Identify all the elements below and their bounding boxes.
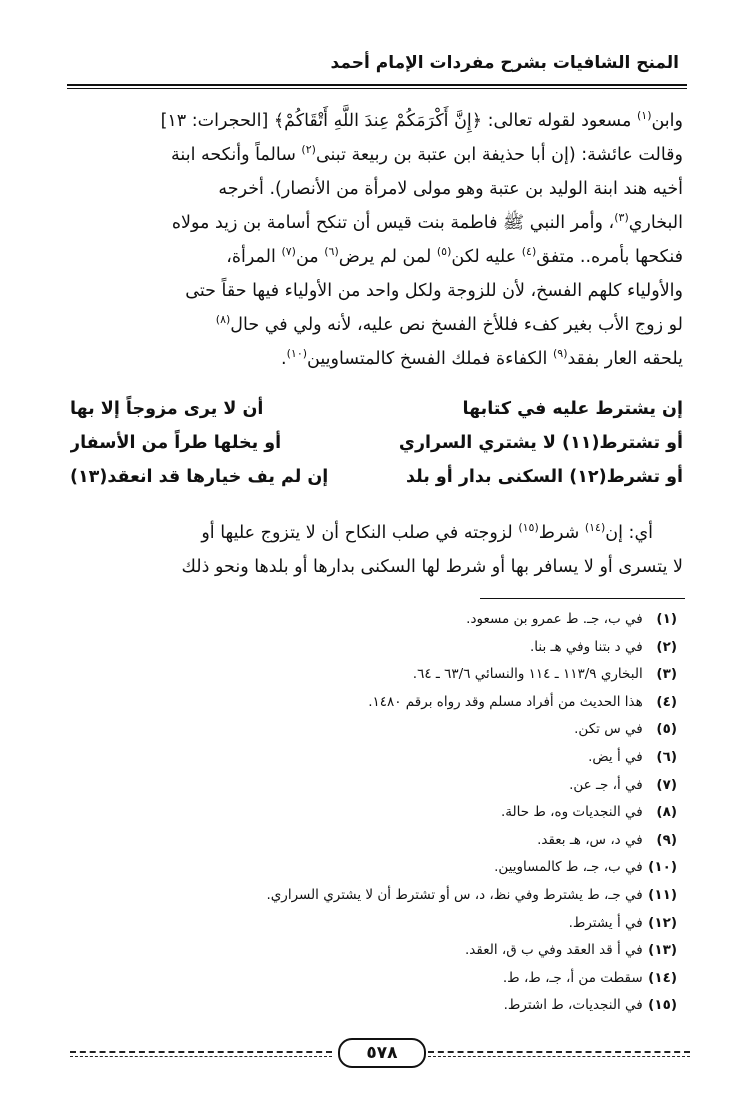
footer-ornament-left-thin — [70, 1056, 332, 1057]
footnote — [77, 882, 677, 910]
text-line: لو زوج الأب بغير كفء فللأخ الفسخ نص عليه، لأنه ولي في حال$^{(٨)}$ — [215, 313, 683, 335]
footnote — [77, 661, 677, 689]
footnote — [77, 910, 677, 938]
footnote-number: (٢) — [656, 638, 677, 655]
footnote-ref: (٢) — [301, 143, 316, 157]
footnote-number: (٩) — [656, 831, 677, 848]
footnote-ref: (١٠) — [286, 347, 308, 361]
footnote — [77, 965, 677, 993]
footnote — [77, 799, 677, 827]
commentary — [70, 516, 683, 584]
text-line: والأولياء كلهم الفسخ، لأن للزوجة ولكل واحد من الأولياء فيها حقاً حتى — [185, 281, 683, 301]
verse-first-hemistich: إن يشترط عليه في كتابها — [462, 399, 683, 419]
footnote-text: في النجديات وه، ط حالة. — [500, 804, 643, 821]
footnote-text: في أ يض. — [588, 748, 643, 765]
footnote-text: في أ قد العقد وفي ب ق، العقد. — [465, 942, 643, 959]
footnote — [77, 716, 677, 744]
footnote-ref: (٥) — [436, 245, 452, 259]
commentary-line: أي: إن$^{(١٤)}$ شرط$^{(١٥)}$ لزوجته في صلب النكاح أن لا يتزوج عليها أو — [201, 521, 653, 543]
poem-verse — [70, 426, 683, 460]
footnote-text: في أ يشترط. — [568, 914, 643, 931]
footnotes — [77, 606, 677, 1020]
verse-first-hemistich: أو تشرط(١٢) السكنى بدار أو بلد — [405, 467, 683, 487]
footer-ornament-right — [428, 1051, 690, 1053]
text-line: يلحقه العار بفقد$^{(٩)}$ الكفاءة فملك الفسخ كالمتساويين$^{(١٠)}$. — [281, 347, 683, 369]
running-header: المنح الشافيات بشرح مفردات الإمام أحمد — [330, 53, 679, 73]
footnote-number: (٦) — [656, 748, 677, 765]
footnote-number: (٥) — [656, 721, 677, 738]
footnote-ref: (٨) — [215, 313, 231, 327]
footnote — [77, 689, 677, 717]
footnote — [77, 634, 677, 662]
header-rule — [67, 84, 687, 86]
footer-ornament-left — [70, 1051, 332, 1053]
footnote — [77, 744, 677, 772]
verse-second-hemistich: أو يخلها طراً من الأسفار — [70, 433, 282, 453]
header-rule-thin — [67, 88, 687, 89]
footnote-text: البخاري ١١٣/٩ ـ ١١٤ والنسائي ٦٣/٦ ـ ٦٤. — [412, 666, 643, 683]
poem-verse — [70, 460, 683, 494]
footnote-separator — [480, 598, 685, 599]
footnote-text: سقطت من أ، جـ، ط، ط. — [502, 969, 643, 986]
footnote — [77, 606, 677, 634]
footnote-text: في جـ، ط يشترط وفي نظ، د، س أو تشترط أن لا يشتري السراري. — [266, 886, 643, 903]
verse-second-hemistich: إن لم يف خيارها قد انعقد(١٣) — [70, 467, 329, 487]
text-line: أخيه هند ابنة الوليد بن عتبة وهو مولى لامرأة من الأنصار). أخرجه — [218, 179, 683, 199]
poem-verses — [70, 392, 683, 494]
footnote — [77, 937, 677, 965]
main-text — [70, 104, 683, 376]
footnote — [77, 827, 677, 855]
text-line: فنكحها بأمره.. متفق$^{(٤)}$ عليه لكن$^{(٥)}$ لمن لم يرض$^{(٦)}$ من$^{(٧)}$ المرأة، — [226, 245, 683, 267]
footnote — [77, 854, 677, 882]
footnote-number: (١٣) — [648, 942, 677, 959]
footnote-number: (١١) — [648, 886, 677, 903]
footnote — [77, 772, 677, 800]
text-line: وقالت عائشة: (إن أبا حذيفة ابن عتبة بن ربيعة تبنى$^{(٢)}$ سالماً وأنكحه ابنة — [171, 143, 683, 165]
footnote-number: (٨) — [656, 804, 677, 821]
footnote-number: (١٥) — [648, 997, 677, 1014]
footnote-ref: (٦) — [324, 245, 339, 259]
footnote-text: هذا الحديث من أفراد مسلم وقد رواه برقم ١٤٨٠. — [368, 693, 643, 710]
footnote-text: في أ، جـ عن. — [569, 776, 643, 793]
page-footer — [70, 1038, 690, 1066]
footnote-ref: (٤) — [521, 245, 537, 259]
footnote-ref: (٣) — [614, 211, 629, 225]
verse-first-hemistich: أو تشترط(١١) لا يشتري السراري — [398, 433, 683, 453]
footnote-ref: (١٥) — [518, 521, 539, 535]
footnote — [77, 992, 677, 1020]
footnote-ref: (١) — [636, 109, 652, 123]
footnote-text: في ب، جـ. ط عمرو بن مسعود. — [466, 611, 643, 627]
footnote-ref: (١٤) — [584, 521, 606, 535]
footnote-ref: (٩) — [552, 347, 568, 361]
poem-verse — [70, 392, 683, 426]
footnote-text: في النجديات، ط اشترط. — [503, 997, 643, 1014]
footnote-text: في د بتنا وفي هـ بنا. — [529, 638, 643, 655]
footnote-number: (٧) — [656, 776, 677, 793]
footnote-number: (١) — [656, 611, 677, 627]
footer-ornament-right-thin — [428, 1056, 690, 1057]
footnote-number: (١٤) — [648, 969, 677, 986]
footnote-text: في د، س، هـ بعقد. — [537, 831, 643, 848]
quran-verse: ﴿إِنَّ أَكْرَمَكُمْ عِندَ اللَّهِ أَتْقَاكُمْ﴾ — [273, 111, 483, 131]
footnote-number: (١٢) — [648, 914, 677, 931]
footnote-number: (٣) — [656, 666, 677, 683]
commentary-line: لا يتسرى أو لا يسافر بها أو شرط لها السكنى بدارها أو بلدها ونحو ذلك — [181, 557, 683, 577]
page-number: ٥٧٨ — [338, 1038, 426, 1068]
footnote-ref: (٧) — [281, 245, 296, 259]
text-line: البخاري$^{(٣)}$، وأمر النبي ﷺ فاطمة بنت قيس أن تنكح أسامة بن زيد مولاه — [171, 211, 683, 233]
footnote-text: في س تكن. — [574, 721, 643, 738]
footnote-text: في ب، جـ، ط كالمساويين. — [494, 859, 643, 876]
verse-second-hemistich: أن لا يرى مزوجاً إلا بها — [70, 399, 264, 419]
footnote-number: (١٠) — [648, 859, 677, 876]
text-line: وابن$^{(١)}$ مسعود لقوله تعالى: ﴿إِنَّ أَكْرَمَكُمْ عِندَ اللَّهِ أَتْقَاكُمْ﴾ [الحجرات: ١٣] — [160, 109, 683, 131]
footnote-number: (٤) — [656, 693, 677, 710]
